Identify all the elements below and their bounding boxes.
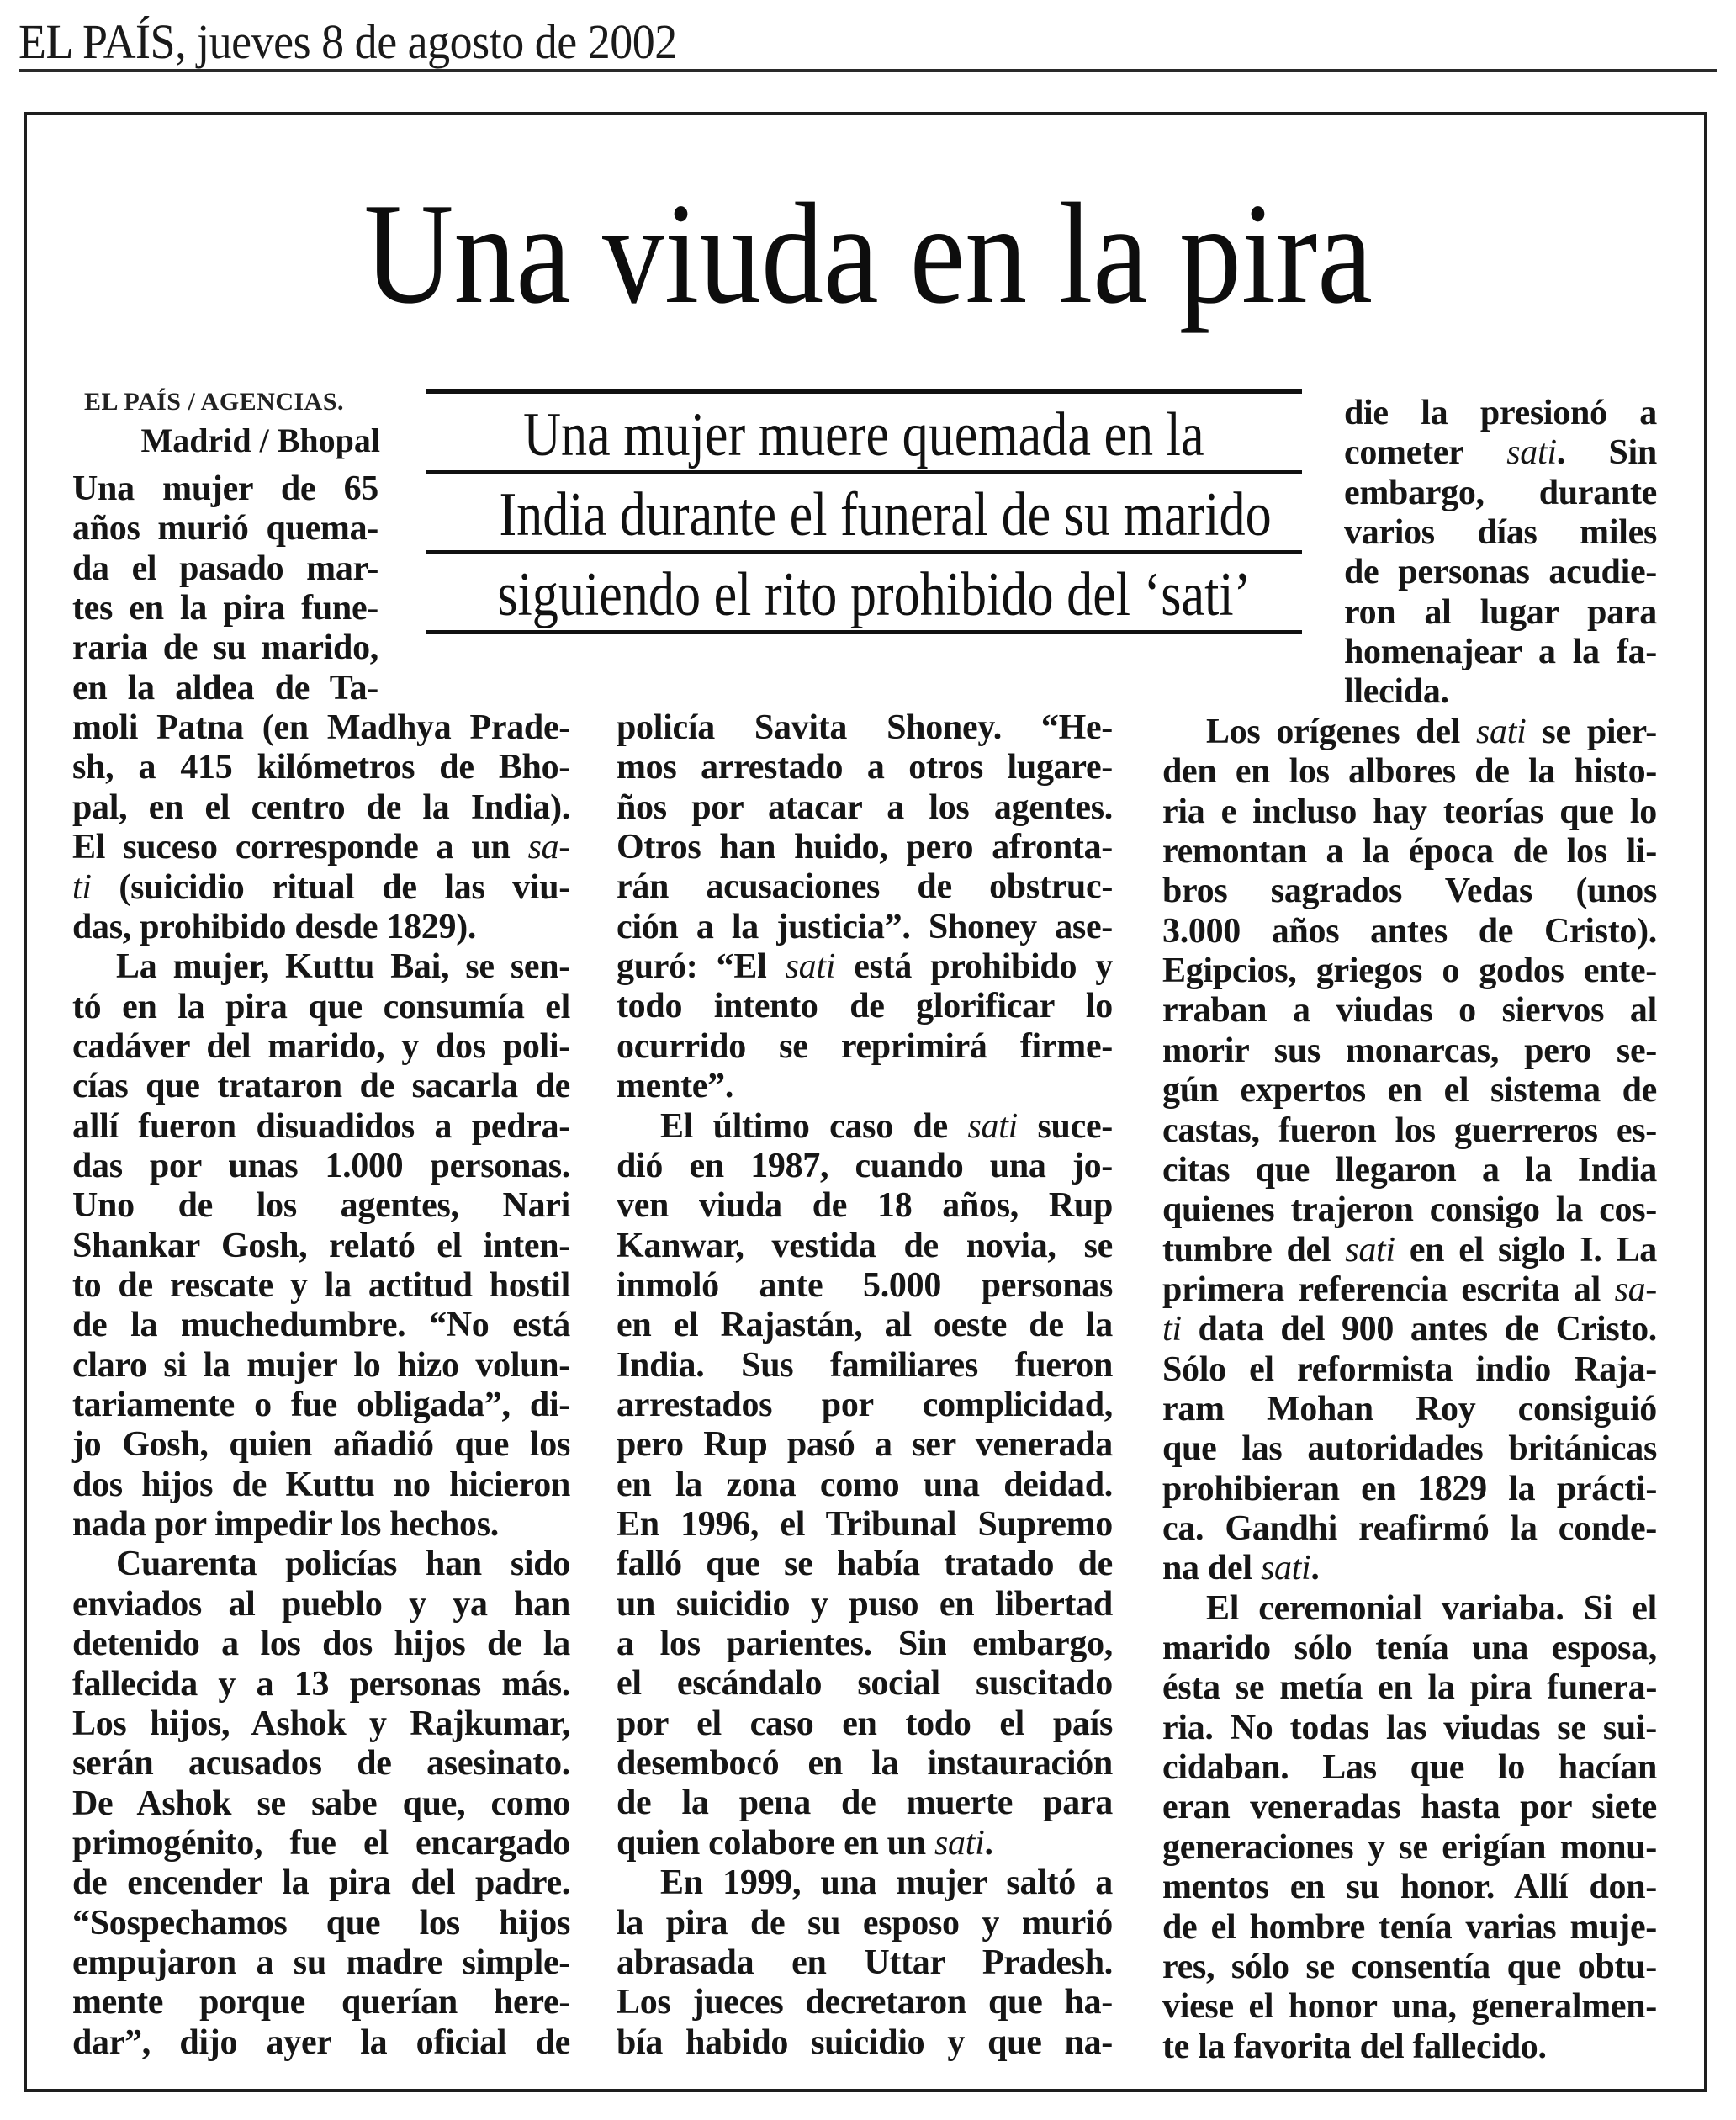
text-line: mente”.	[617, 1067, 734, 1106]
deck-rule-top	[426, 389, 1302, 394]
text-line: llecida.	[1344, 672, 1449, 712]
text-line: da el pasado mar-	[72, 549, 378, 588]
text-line: de personas acudie-	[1344, 553, 1657, 592]
text-line: El suceso corresponde a un sa-	[72, 828, 570, 867]
text-line: quienes trajeron consigo la cos-	[1162, 1190, 1657, 1230]
text-line: rán acusaciones de obstruc-	[617, 867, 1113, 907]
text-line: claro si la mujer lo hizo volun-	[72, 1345, 570, 1385]
text-line: desembocó en la instauración	[617, 1744, 1113, 1783]
byline-location: Madrid / Bhopal	[140, 421, 380, 459]
text-line: años murió quema-	[72, 509, 378, 549]
text-line: mentos en su honor. Allí don-	[1162, 1868, 1657, 1907]
text-line: prohibieran en 1829 la prácti-	[1162, 1469, 1657, 1508]
text-line: ocurrido se reprimirá firme-	[617, 1026, 1113, 1066]
text-line: raria de su marido,	[72, 628, 378, 668]
text-line: marido sólo tenía una esposa,	[1162, 1629, 1657, 1668]
text-line: gún expertos en el sistema de	[1162, 1071, 1657, 1110]
text-line: sh, a 415 kilómetros de Bho-	[72, 748, 570, 787]
text-line: ria e incluso hay teorías que lo	[1162, 792, 1657, 831]
text-line: homenajear a la fa-	[1344, 633, 1657, 672]
text-line: en la zona como una deidad.	[617, 1465, 1113, 1504]
text-line: inmoló ante 5.000 personas	[617, 1265, 1113, 1305]
text-line: Los orígenes del sati se pier-	[1206, 713, 1657, 751]
text-line: res, sólo se consentía que obtu-	[1162, 1947, 1657, 1986]
deck-line-text: siguiendo el rito prohibido del ‘sati’	[497, 560, 1252, 629]
text-line: por el caso en todo el país	[617, 1704, 1113, 1743]
text-line: ésta se metía en la pira funera-	[1162, 1668, 1657, 1708]
deck-line	[426, 555, 1302, 635]
text-line: En 1996, el Tribunal Supremo	[617, 1505, 1113, 1544]
text-line: tariamente o fue obligada”, di-	[72, 1386, 570, 1425]
text-line: varios días miles	[1344, 513, 1657, 553]
text-line: ram Mohan Roy consiguió	[1162, 1389, 1657, 1428]
text-line: serán acusados de asesinato.	[72, 1744, 570, 1783]
text-line: tumbre del sati en el siglo I. La	[1162, 1230, 1657, 1269]
text-line: morir sus monarcas, pero se-	[1162, 1031, 1657, 1070]
text-line: cadáver del marido, y dos poli-	[72, 1026, 570, 1066]
text-line: ria. No todas las viudas se sui-	[1162, 1708, 1657, 1747]
text-line: Shankar Gosh, relató el inten-	[72, 1226, 570, 1265]
text-line: bros sagrados Vedas (unos	[1162, 872, 1657, 911]
text-line: tes en la pira fune-	[72, 589, 378, 628]
text-line: na del sati.	[1162, 1549, 1320, 1588]
text-line: abrasada en Uttar Pradesh.	[617, 1942, 1113, 1982]
deck-line	[426, 475, 1302, 555]
text-line: Los hijos, Ashok y Rajkumar,	[72, 1704, 570, 1743]
text-line: quien colabore en un sati.	[617, 1823, 993, 1863]
text-line: empujaron a su madre simple-	[72, 1942, 570, 1982]
text-line: 3.000 años antes de Cristo).	[1162, 911, 1657, 951]
text-line: Una mujer de 65	[72, 469, 378, 508]
text-line: Uno de los agentes, Nari	[72, 1186, 570, 1226]
text-line: de el hombre tenía varias muje-	[1162, 1907, 1657, 1947]
text-line: remontan a la época de los li-	[1162, 832, 1657, 872]
text-line: policía Savita Shoney. “He-	[617, 708, 1113, 747]
text-line: de encender la pira del padre.	[72, 1863, 570, 1903]
text-line: guró: “El sati está prohibido y	[617, 947, 1114, 987]
text-line: todo intento de glorificar lo	[617, 987, 1113, 1026]
text-line: ven viuda de 18 años, Rup	[617, 1186, 1113, 1226]
text-line: mos arrestado a otros lugare-	[617, 748, 1113, 787]
text-line: “Sospechamos que los hijos	[72, 1903, 570, 1942]
text-line: eran veneradas hasta por siete	[1162, 1788, 1657, 1827]
text-line: ca. Gandhi reafirmó la conde-	[1162, 1509, 1657, 1548]
text-line: bía habido suicidio y que na-	[617, 2022, 1113, 2062]
deck-line-text: Una mujer muere quemada en la	[523, 400, 1204, 469]
text-line: El último caso de sati suce-	[660, 1106, 1113, 1146]
text-line: rraban a viudas o siervos al	[1162, 991, 1657, 1031]
text-line: embargo, durante	[1344, 473, 1657, 512]
text-line: el escándalo social suscitado	[617, 1664, 1113, 1704]
text-line: de la pena de muerte para	[617, 1783, 1113, 1823]
text-line: de la muchedumbre. “No está	[72, 1306, 570, 1345]
headline	[0, 174, 1736, 334]
text-line: tó en la pira que consumía el	[72, 987, 570, 1026]
text-line: das, prohibido desde 1829).	[72, 907, 477, 946]
text-line: falló que se había tratado de	[617, 1545, 1113, 1584]
text-line: que las autoridades británicas	[1162, 1429, 1657, 1469]
dateline-rule	[19, 69, 1717, 72]
text-line: detenido a los dos hijos de la	[72, 1624, 570, 1664]
text-line: allí fueron disuadidos a pedra-	[72, 1106, 570, 1146]
text-line: India. Sus familiares fueron	[617, 1345, 1113, 1385]
text-line: ción a la justicia”. Shoney ase-	[617, 907, 1113, 946]
text-line: dos hijos de Kuttu no hicieron	[72, 1465, 570, 1504]
text-line: El ceremonial variaba. Si el	[1206, 1588, 1657, 1628]
text-line: dar”, dijo ayer la oficial de	[72, 2022, 570, 2062]
text-line: to de rescate y la actitud hostil	[72, 1266, 570, 1305]
text-line: nada por impedir los hechos.	[72, 1505, 499, 1545]
text-line: Los jueces decretaron que ha-	[617, 1983, 1113, 2022]
text-line: Kanwar, vestida de novia, se	[617, 1226, 1113, 1265]
text-line: fallecida y a 13 personas más.	[72, 1664, 570, 1704]
text-line: pal, en el centro de la India).	[72, 787, 570, 827]
text-line: La mujer, Kuttu Bai, se sen-	[116, 947, 570, 987]
deck-rule-bottom	[426, 630, 1302, 634]
text-line: en la aldea de Ta-	[72, 668, 378, 708]
deck-line	[426, 395, 1302, 475]
byline-agency: EL PAÍS / AGENCIAS.	[84, 388, 345, 416]
text-line: Egipcios, griegos o godos ente-	[1162, 951, 1657, 991]
text-line: ños por atacar a los agentes.	[617, 787, 1113, 827]
text-line: Otros han huido, pero afronta-	[617, 828, 1113, 867]
text-line: En 1999, una mujer saltó a	[660, 1863, 1113, 1903]
text-line: dió en 1987, cuando una jo-	[617, 1146, 1113, 1185]
text-line: ti (suicidio ritual de las viu-	[72, 867, 570, 907]
text-line: das por unas 1.000 personas.	[72, 1146, 570, 1185]
deck-line-text: India durante el funeral de su marido	[499, 480, 1272, 549]
text-line: cías que trataron de sacarla de	[72, 1067, 570, 1106]
text-line: viese el honor una, generalmen-	[1162, 1987, 1657, 2027]
text-line: die la presionó a	[1344, 394, 1657, 432]
text-line: la pira de su esposo y murió	[617, 1903, 1113, 1942]
text-line: te la favorita del fallecido.	[1162, 2027, 1547, 2066]
text-line: cidaban. Las que lo hacían	[1162, 1748, 1657, 1788]
deck-rule	[426, 470, 1302, 474]
text-line: De Ashok se sabe que, como	[72, 1783, 570, 1823]
text-line: den en los albores de la histo-	[1162, 752, 1657, 792]
text-line: enviados al pueblo y ya han	[72, 1584, 570, 1624]
text-line: jo Gosh, quien añadió que los	[72, 1425, 570, 1465]
deck-rule	[426, 550, 1302, 554]
text-line: ti data del 900 antes de Cristo.	[1162, 1310, 1657, 1349]
text-line: moli Patna (en Madhya Prade-	[72, 708, 570, 748]
text-line: citas que llegaron a la India	[1162, 1150, 1657, 1190]
text-line: generaciones y se erigían monu-	[1162, 1827, 1657, 1867]
text-line: mente porque querían here-	[72, 1983, 570, 2022]
text-line: Cuarenta policías han sido	[116, 1545, 570, 1584]
text-line: arrestados por complicidad,	[617, 1385, 1113, 1424]
dateline: EL PAÍS, jueves 8 de agosto de 2002	[19, 14, 677, 69]
text-line: castas, fueron los guerreros es-	[1162, 1110, 1657, 1150]
text-line: ron al lugar para	[1344, 592, 1657, 632]
text-line: en el Rajastán, al oeste de la	[617, 1306, 1113, 1345]
headline-text: Una viuda en la pira	[363, 174, 1373, 334]
text-line: un suicidio y puso en libertad	[617, 1584, 1113, 1624]
text-line: primera referencia escrita al sa-	[1162, 1269, 1657, 1309]
text-line: Sólo el reformista indio Raja-	[1162, 1349, 1657, 1389]
text-line: pero Rup pasó a ser venerada	[617, 1425, 1113, 1465]
text-line: primogénito, fue el encargado	[72, 1823, 570, 1863]
text-line: a los parientes. Sin embargo,	[617, 1624, 1113, 1664]
text-line: cometer sati. Sin	[1344, 433, 1657, 473]
